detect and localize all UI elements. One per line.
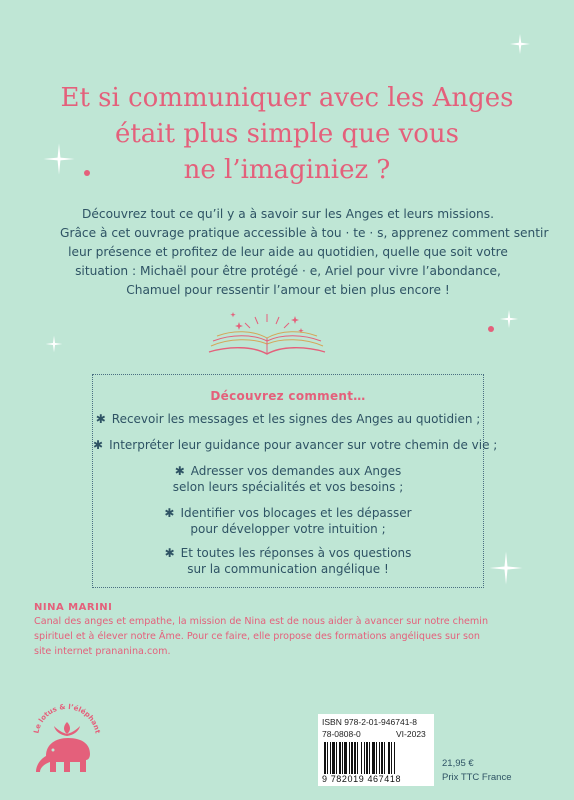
barcode-digits: 9 782019 467418 bbox=[322, 774, 402, 784]
intro-line: situation : Michaël pour être protégé · e, Ariel pour vivre l’abondance, bbox=[75, 264, 501, 278]
list-item bbox=[93, 411, 483, 427]
sparkle-icon bbox=[508, 32, 532, 56]
open-book-icon bbox=[205, 308, 329, 368]
list-item-text: sur la communication angélique ! bbox=[187, 562, 389, 576]
intro-line: Chamuel pour ressentir l’amour et bien plus encore ! bbox=[126, 283, 450, 297]
author-bio bbox=[34, 614, 534, 659]
price: 21,95 € bbox=[442, 758, 474, 769]
list-item bbox=[93, 545, 483, 577]
intro-line: Grâce à cet ouvrage pratique accessible à tou · te · s, apprenez comment sentir bbox=[60, 226, 549, 240]
asterisk-icon: ✱ bbox=[93, 438, 104, 452]
list-item-text: Adresser vos demandes aux Anges bbox=[190, 464, 402, 478]
author-bio-line: Canal des anges et empathe, la mission de Nina est de nous aider à avancer sur notre chemin bbox=[34, 616, 489, 627]
discover-box bbox=[92, 374, 498, 588]
sparkle-icon bbox=[44, 334, 64, 354]
asterisk-icon: ✱ bbox=[164, 506, 175, 520]
list-item bbox=[93, 463, 483, 495]
headline-line: Et si communiquer avec les Anges bbox=[60, 83, 514, 113]
isbn: ISBN 978-2-01-946741-8 bbox=[322, 717, 417, 727]
headline-line: ne l’imaginiez ? bbox=[183, 155, 391, 185]
barcode-box bbox=[318, 714, 434, 786]
pink-dot bbox=[488, 326, 494, 332]
intro-line: leur présence et profitez de leur aide au quotidien, quelle que soit votre bbox=[68, 245, 508, 259]
author-bio-line: spirituel et à élever notre Âme. Pour ce faire, elle propose des formations angéliques sur son bbox=[34, 631, 481, 642]
list-item bbox=[93, 505, 483, 537]
list-item bbox=[93, 437, 498, 453]
publisher-logo bbox=[30, 698, 104, 782]
list-item-text: Identifier vos blocages et les dépasser bbox=[180, 506, 412, 520]
intro-paragraph bbox=[60, 205, 549, 300]
intro-line: Découvrez tout ce qu’il y a à savoir sur les Anges et leurs missions. bbox=[81, 207, 494, 221]
svg-text:Le lotus & l’éléphant: Le lotus & l’éléphant bbox=[32, 702, 102, 735]
price-label: Prix TTC France bbox=[442, 772, 512, 783]
headline-line: était plus simple que vous bbox=[114, 119, 460, 149]
headline bbox=[0, 80, 574, 188]
sparkle-icon bbox=[488, 550, 524, 586]
sparkle-icon bbox=[498, 308, 520, 330]
asterisk-icon: ✱ bbox=[95, 412, 106, 426]
author-bio-line: site internet prananina.com. bbox=[34, 646, 171, 657]
product-code: 78-0808-0 bbox=[322, 729, 361, 739]
list-item-text: selon leurs spécialités et vos besoins ; bbox=[172, 480, 404, 494]
list-item-text: Interpréter leur guidance pour avancer sur votre chemin de vie ; bbox=[109, 438, 498, 452]
asterisk-icon: ✱ bbox=[174, 464, 185, 478]
box-title: Découvrez comment… bbox=[210, 389, 366, 403]
author-name: NINA MARINI bbox=[34, 602, 113, 613]
edition-code: VI-2023 bbox=[396, 729, 426, 739]
list-item-text: pour développer votre intuition ; bbox=[190, 522, 386, 536]
list-item-text: Et toutes les réponses à vos questions bbox=[180, 546, 412, 560]
price-block bbox=[442, 757, 512, 785]
barcode-bars bbox=[324, 742, 428, 774]
list-item-text: Recevoir les messages et les signes des Anges au quotidien ; bbox=[111, 412, 481, 426]
asterisk-icon: ✱ bbox=[164, 546, 175, 560]
